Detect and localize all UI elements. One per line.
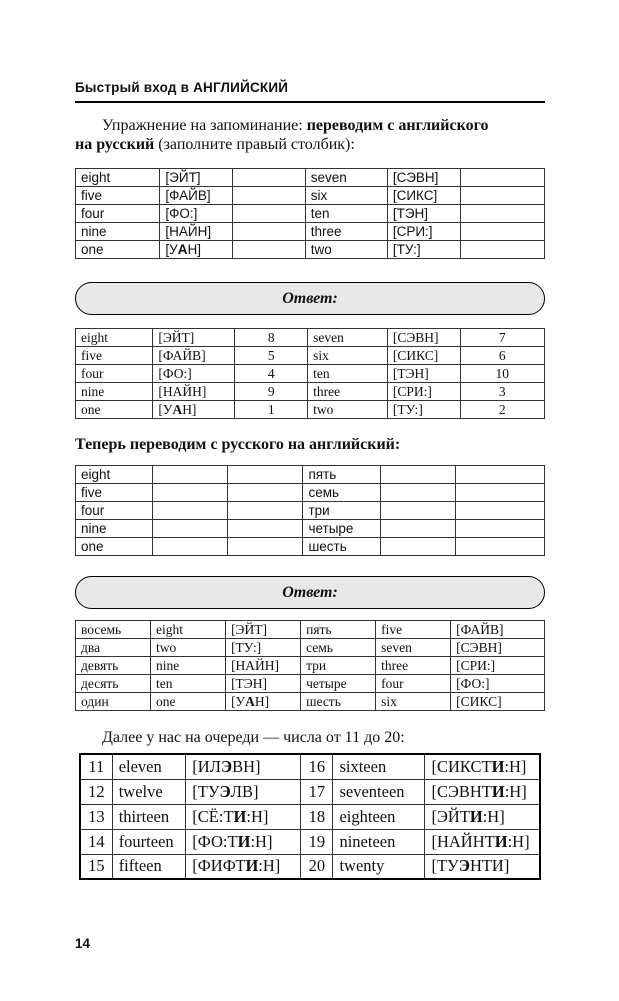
table-cell: sixteen [333, 754, 425, 779]
table-cell: 18 [301, 804, 333, 829]
table-cell: шесть [301, 693, 376, 711]
table-cell: [НАЙНТИ:Н] [425, 829, 540, 854]
table-cell: [СЭВНТИ:Н] [425, 779, 540, 804]
table-cell: 15 [80, 854, 112, 879]
table-cell: [ТЭН] [387, 365, 460, 383]
table-cell: три [301, 657, 376, 675]
table-cell: [ФО:ТИ:Н] [186, 829, 301, 854]
table-cell [455, 484, 544, 502]
table-cell [380, 484, 455, 502]
table-cell [153, 538, 228, 556]
table-cell: two [308, 401, 388, 419]
table-cell [153, 484, 228, 502]
table-cell: 11 [80, 754, 112, 779]
table-cell [153, 502, 228, 520]
table-cell: [ФО:] [160, 205, 233, 223]
table-cell: [СРИ:] [451, 657, 545, 675]
table-cell: five [76, 187, 160, 205]
table-row [76, 466, 545, 484]
table-cell [460, 223, 544, 241]
table-cell: twelve [112, 779, 186, 804]
table-cell: [ТУ:] [387, 401, 460, 419]
table-cell: восемь [76, 621, 151, 639]
table-cell: fifteen [112, 854, 186, 879]
table-cell: [СИКС] [387, 187, 460, 205]
table-row [76, 675, 545, 693]
table-cell: [УАН] [160, 241, 233, 259]
numbers-intro: Далее у нас на очереди — числа от 11 до 20: [102, 729, 405, 746]
table-cell: thirteen [112, 804, 186, 829]
table-cell: 10 [460, 365, 544, 383]
intro-suffix: (заполните правый столбик): [154, 136, 355, 153]
table-cell [460, 169, 544, 187]
table-cell: [ТЭН] [226, 675, 301, 693]
table-row [76, 657, 545, 675]
intro-bold-line2: на русский [75, 136, 155, 153]
exercise-table-ru-en [75, 465, 545, 556]
table-row [76, 538, 545, 556]
answer-label: Ответ: [282, 583, 338, 601]
table-cell: [НАЙН] [226, 657, 301, 675]
table-cell [380, 502, 455, 520]
numbers-table-11-20 [79, 753, 541, 880]
table-cell: one [151, 693, 226, 711]
table-cell: three [376, 657, 451, 675]
table-cell [233, 187, 306, 205]
table-cell: [ФАЙВ] [160, 187, 233, 205]
table-cell: [ФО:] [451, 675, 545, 693]
table-cell: ten [305, 205, 387, 223]
table-cell: seven [308, 329, 388, 347]
table-cell: 2 [460, 401, 544, 419]
table-cell: три [303, 502, 380, 520]
table-cell: пять [301, 621, 376, 639]
table-cell [228, 484, 303, 502]
table-row [76, 520, 545, 538]
table-cell: eleven [112, 754, 186, 779]
table-cell [228, 502, 303, 520]
table-cell [380, 538, 455, 556]
table-cell: nineteen [333, 829, 425, 854]
table-cell: [ТУ:] [387, 241, 460, 259]
table-row [76, 401, 545, 419]
table-cell: five [76, 484, 153, 502]
table-row [80, 854, 540, 879]
table-cell: [СРИ:] [387, 223, 460, 241]
table-cell: eight [76, 329, 153, 347]
table-cell: [ЭЙТ] [160, 169, 233, 187]
exercise-table-en-ru [75, 168, 545, 259]
table-cell: [УАН] [226, 693, 301, 711]
table-cell: 6 [460, 347, 544, 365]
table-cell: [ФАЙВ] [451, 621, 545, 639]
table-cell [233, 169, 306, 187]
table-cell: two [305, 241, 387, 259]
table-row [76, 693, 545, 711]
table-cell: fourteen [112, 829, 186, 854]
table-cell: seven [305, 169, 387, 187]
table-cell [233, 241, 306, 259]
table-row [76, 329, 545, 347]
table-cell: four [76, 365, 153, 383]
table-row [76, 169, 545, 187]
table-cell: [СИКСТИ:Н] [425, 754, 540, 779]
table-cell: [ФАЙВ] [153, 347, 235, 365]
table-cell: [ТУЭЛВ] [186, 779, 301, 804]
table-cell: eighteen [333, 804, 425, 829]
table-cell: [ТЭН] [387, 205, 460, 223]
answer-label: Ответ: [282, 289, 338, 307]
intro-prefix: Упражнение на запоминание: [102, 117, 307, 134]
table-cell: шесть [303, 538, 380, 556]
table-cell: [СРИ:] [387, 383, 460, 401]
table-cell: [ТУ:] [226, 639, 301, 657]
table-cell: девять [76, 657, 151, 675]
table-cell: 19 [301, 829, 333, 854]
table-cell: пять [303, 466, 380, 484]
table-cell [233, 223, 306, 241]
table-cell: [СИКС] [451, 693, 545, 711]
table-cell: десять [76, 675, 151, 693]
table-cell: 13 [80, 804, 112, 829]
table-cell: ten [308, 365, 388, 383]
table-row [80, 754, 540, 779]
table-cell: [ЭЙТ] [226, 621, 301, 639]
table-cell: five [76, 347, 153, 365]
table-row [80, 829, 540, 854]
table-cell: 5 [235, 347, 308, 365]
table-cell: четыре [301, 675, 376, 693]
table-cell: 4 [235, 365, 308, 383]
answer-table-en-ru [75, 328, 545, 419]
table-row [76, 187, 545, 205]
table-cell [153, 466, 228, 484]
table-cell [228, 466, 303, 484]
table-row [76, 621, 545, 639]
table-cell: seven [376, 639, 451, 657]
running-head-title: Быстрый вход в АНГЛИЙСКИЙ [75, 80, 289, 95]
table-row [76, 365, 545, 383]
table-cell: four [76, 205, 160, 223]
table-cell: nine [76, 383, 153, 401]
table-cell: three [308, 383, 388, 401]
table-cell: [СЭВН] [387, 169, 460, 187]
table-cell: 17 [301, 779, 333, 804]
table-cell: 14 [80, 829, 112, 854]
table-row [76, 347, 545, 365]
table-cell: [НАЙН] [153, 383, 235, 401]
table-cell [460, 187, 544, 205]
table-cell [455, 538, 544, 556]
exercise-intro [75, 116, 545, 154]
table-cell: six [305, 187, 387, 205]
table-cell: 8 [235, 329, 308, 347]
table-cell: [ЭЙТИ:Н] [425, 804, 540, 829]
table-cell: six [308, 347, 388, 365]
table-cell: [ФИФТИ:Н] [186, 854, 301, 879]
table-cell: [ФО:] [153, 365, 235, 383]
table-cell: nine [76, 223, 160, 241]
table-row [76, 383, 545, 401]
table-cell: [СЭВН] [451, 639, 545, 657]
table-cell [460, 241, 544, 259]
table-cell: seventeen [333, 779, 425, 804]
answer-table-ru-en [75, 620, 545, 711]
table-cell: nine [151, 657, 226, 675]
table-cell [460, 205, 544, 223]
table-cell: nine [76, 520, 153, 538]
table-cell: 7 [460, 329, 544, 347]
answer-box [75, 282, 545, 315]
table-cell: 1 [235, 401, 308, 419]
table-cell: six [376, 693, 451, 711]
table-cell: 9 [235, 383, 308, 401]
table-cell: eight [151, 621, 226, 639]
table-row [76, 484, 545, 502]
table-row [76, 241, 545, 259]
table-cell: 20 [301, 854, 333, 879]
table-cell: семь [301, 639, 376, 657]
table-cell: [СИКС] [387, 347, 460, 365]
table-cell [455, 520, 544, 538]
section-heading: Теперь переводим с русского на английский: [75, 436, 401, 453]
table-row [80, 779, 540, 804]
table-row [76, 205, 545, 223]
table-cell [233, 205, 306, 223]
table-cell [380, 520, 455, 538]
table-cell: three [305, 223, 387, 241]
table-row [80, 804, 540, 829]
table-cell: ten [151, 675, 226, 693]
table-cell [153, 520, 228, 538]
answer-box [75, 576, 545, 609]
table-cell: [УАН] [153, 401, 235, 419]
table-cell: twenty [333, 854, 425, 879]
page-header [75, 80, 545, 103]
table-cell [228, 520, 303, 538]
table-cell [380, 466, 455, 484]
table-row [76, 639, 545, 657]
table-cell: one [76, 401, 153, 419]
table-cell [228, 538, 303, 556]
table-cell: five [376, 621, 451, 639]
table-cell: eight [76, 466, 153, 484]
table-cell: 12 [80, 779, 112, 804]
table-cell: два [76, 639, 151, 657]
table-cell: [НАЙН] [160, 223, 233, 241]
table-cell: one [76, 241, 160, 259]
table-cell: [СЁ:ТИ:Н] [186, 804, 301, 829]
table-cell: eight [76, 169, 160, 187]
table-cell: four [376, 675, 451, 693]
table-cell: семь [303, 484, 380, 502]
table-cell: 3 [460, 383, 544, 401]
table-cell: [ЭЙТ] [153, 329, 235, 347]
intro-bold-line1: переводим с английского [306, 117, 489, 134]
table-cell: четыре [303, 520, 380, 538]
table-cell [455, 466, 544, 484]
table-row [76, 223, 545, 241]
table-cell: two [151, 639, 226, 657]
table-cell: один [76, 693, 151, 711]
table-cell: [СЭВН] [387, 329, 460, 347]
table-cell: [ИЛЭВН] [186, 754, 301, 779]
table-cell: 16 [301, 754, 333, 779]
table-cell: [ТУЭНТИ] [425, 854, 540, 879]
table-row [76, 502, 545, 520]
table-cell [455, 502, 544, 520]
table-cell: one [76, 538, 153, 556]
page-number: 14 [75, 936, 91, 951]
table-cell: four [76, 502, 153, 520]
